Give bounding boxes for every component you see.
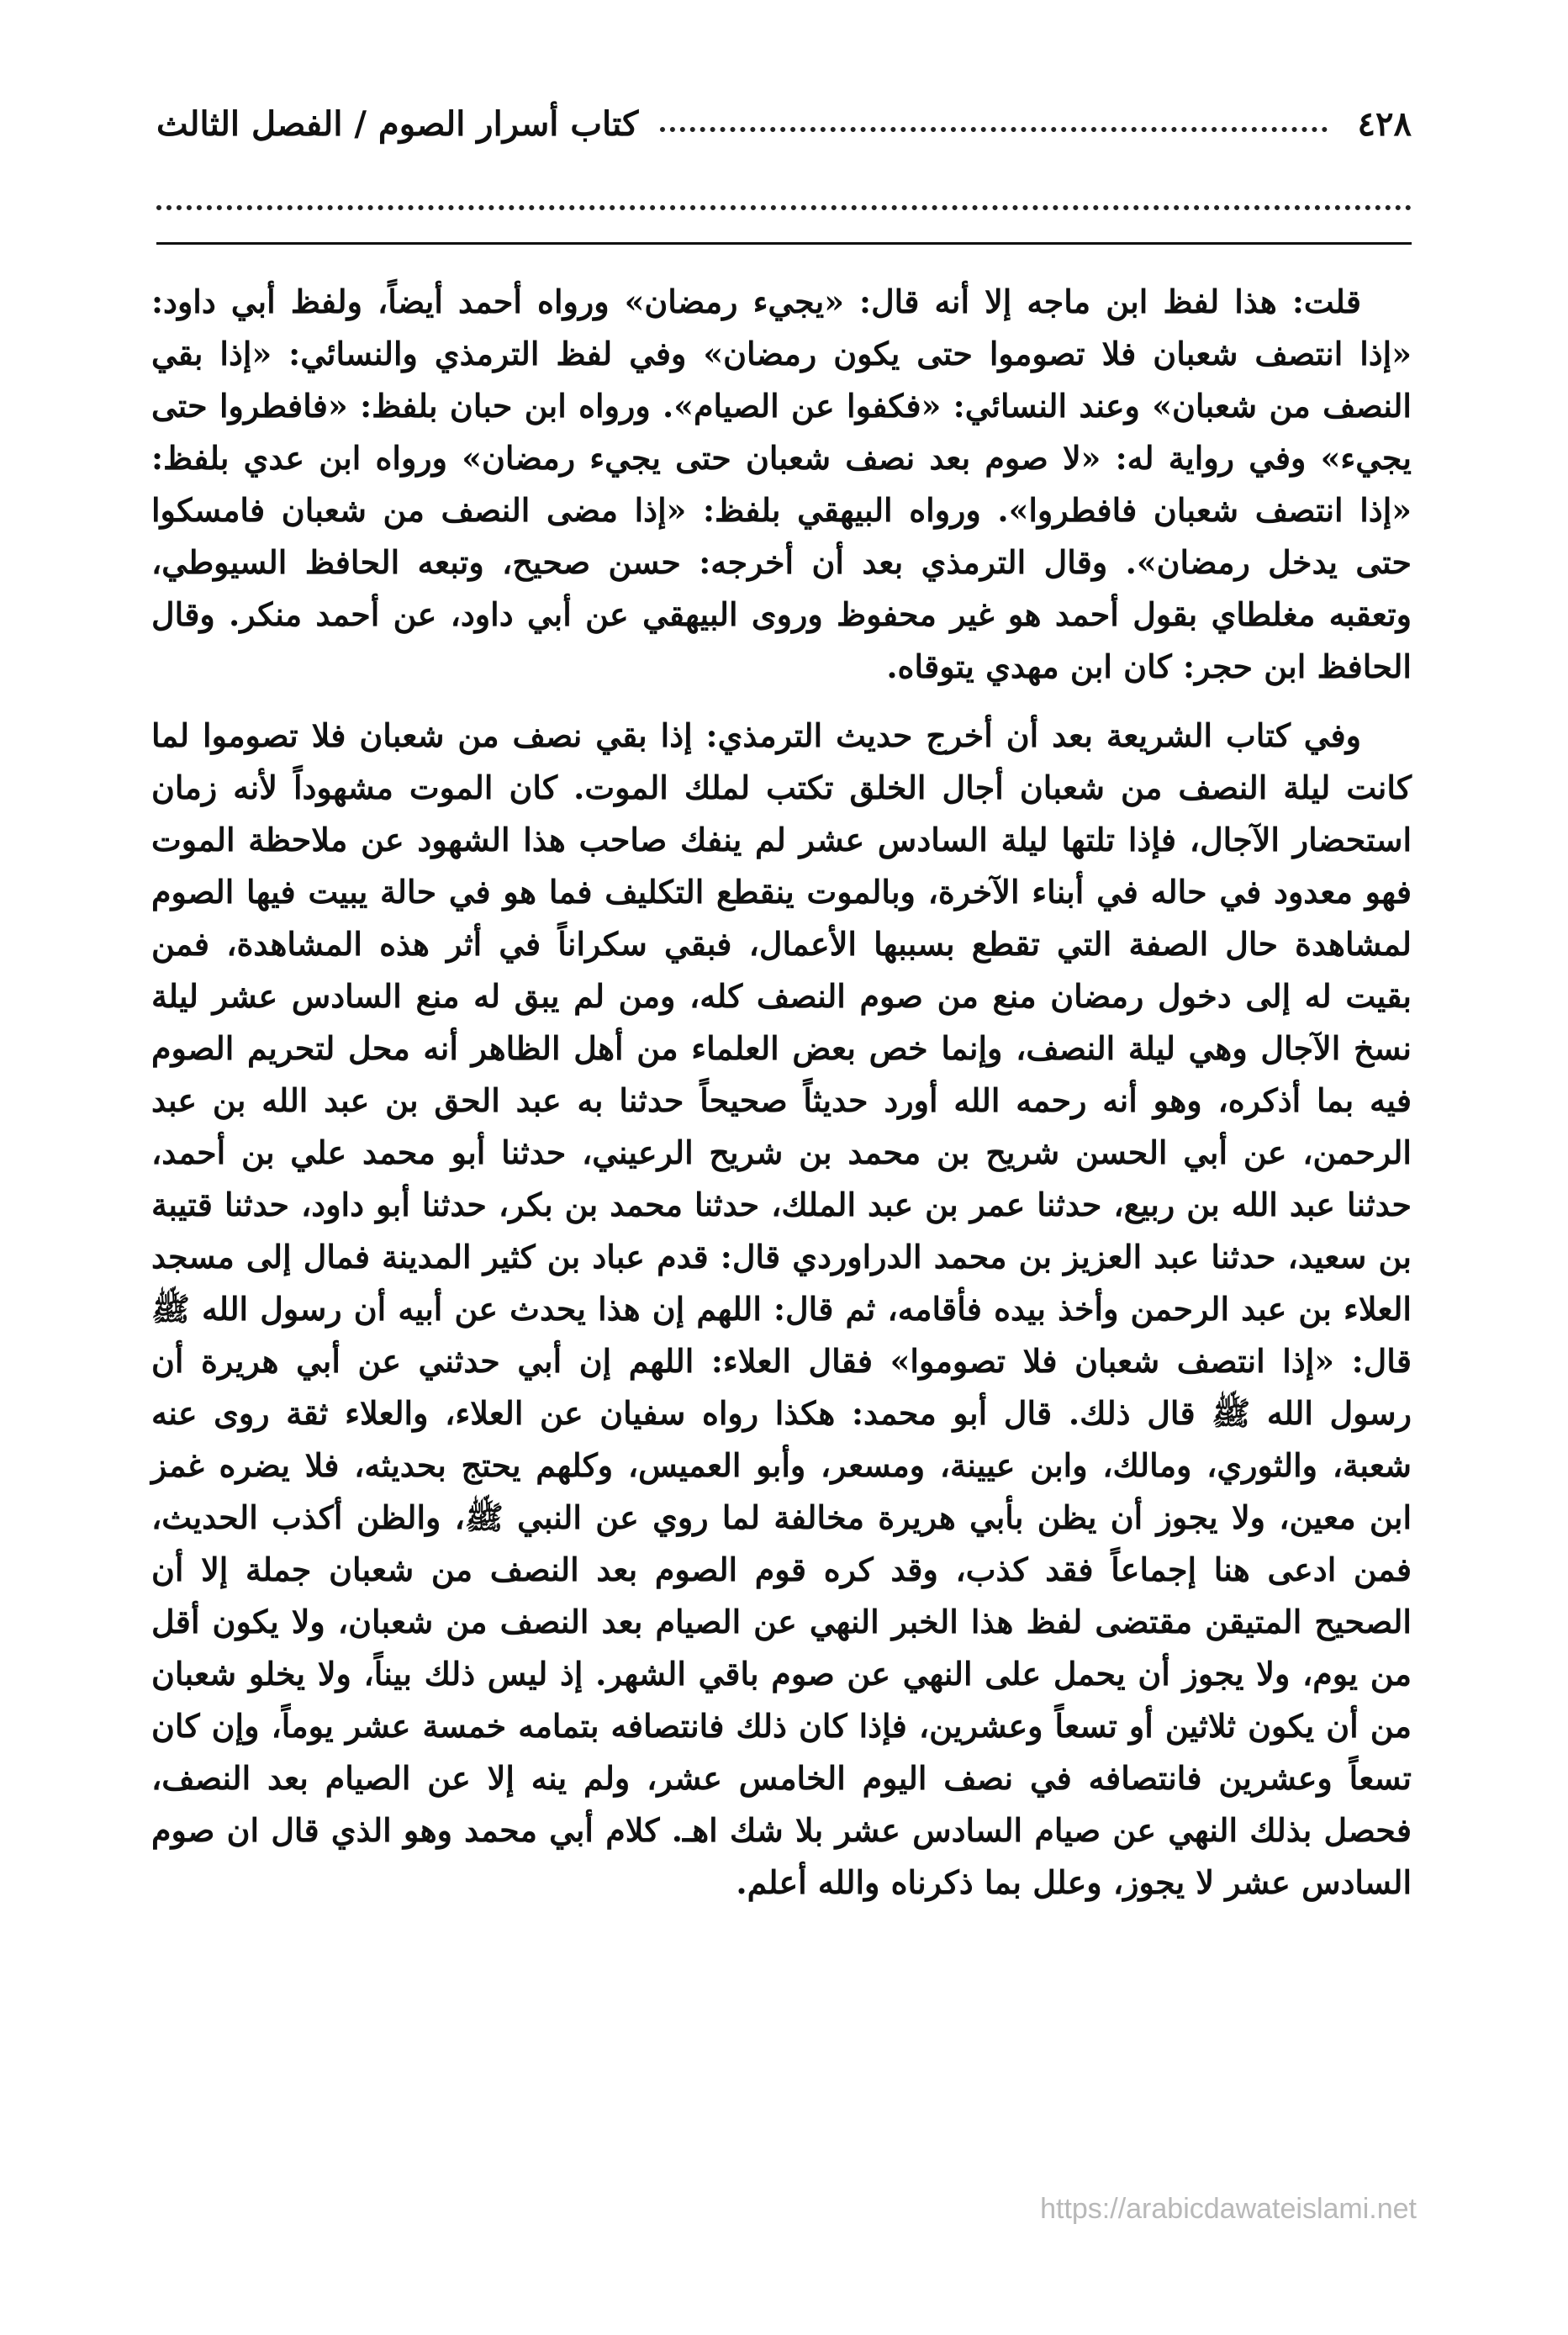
page-header <box>156 94 1412 153</box>
header-dotted-rule <box>156 205 1412 210</box>
running-title: كتاب أسرار الصوم / الفصل الثالث <box>156 103 639 144</box>
page-number: ٤٢٨ <box>1357 103 1412 144</box>
header-dotted-leader <box>660 127 1327 132</box>
header-solid-rule <box>156 242 1412 245</box>
paragraph-1: قلت: هذا لفظ ابن ماجه إلا أنه قال: «يجيء رمضان» ورواه أحمد أيضاً، ولفظ أبي داود: «إذا انتصف شعبان فلا تصوموا حتى يكون رمضان» وفي لفظ الترمذي والنسائي: «إذا بقي النصف من شعبان» وعند النسائي: «فكفوا عن الصيام». ورواه ابن حبان بلفظ: «فافطروا حتى يجيء» وفي رواية له: «لا صوم بعد نصف شعبان حتى يجيء رمضان» ورواه ابن عدي بلفظ: «إذا انتصف شعبان فافطروا». ورواه البيهقي بلفظ: «إذا مضى النصف من شعبان فامسكوا حتى يدخل رمضان». وقال الترمذي بعد أن أخرجه: حسن صحيح، وتبعه الحافظ السيوطي، وتعقبه مغلطاي بقول أحمد هو غير محفوظ وروى البيهقي عن أبي داود، عن أحمد منكر. وقال الحافظ ابن حجر: كان ابن مهدي يتوقاه. <box>151 283 1412 685</box>
watermark-url: https://arabicdawateislami.net <box>1040 2193 1417 2225</box>
main-text <box>151 276 1412 1909</box>
paragraph-2: وفي كتاب الشريعة بعد أن أخرج حديث الترمذي: إذا بقي نصف من شعبان فلا تصوموا لما كانت ليلة النصف من شعبان أجال الخلق تكتب لملك الموت. كان الموت مشهوداً لأنه زمان استحضار الآجال، فإذا تلتها ليلة السادس عشر لم ينفك صاحب هذا الشهود عن ملاحظة الموت فهو معدود في حاله في أبناء الآخرة، وبالموت ينقطع التكليف فما هو في حالة يبيت فيها الصوم لمشاهدة حال الصفة التي تقطع بسببها الأعمال، فبقي سكراناً في أثر هذه المشاهدة، فمن بقيت له إلى دخول رمضان منع من صوم النصف كله، ومن لم يبق له منع السادس عشر ليلة نسخ الآجال وهي ليلة النصف، وإنما خص بعض العلماء من أهل الظاهر أنه محل لتحريم الصوم فيه بما أذكره، وهو أنه رحمه الله أورد حديثاً صحيحاً حدثنا به عبد الحق بن عبد الله بن عبد الرحمن، عن أبي الحسن شريح بن محمد بن شريح الرعيني، حدثنا أبو محمد علي بن أحمد، حدثنا عبد الله بن ربيع، حدثنا عمر بن عبد الملك، حدثنا محمد بن بكر، حدثنا أبو داود، حدثنا قتيبة بن سعيد، حدثنا عبد العزيز بن محمد الدراوردي قال: قدم عباد بن كثير المدينة فمال إلى مسجد العلاء بن عبد الرحمن وأخذ بيده فأقامه، ثم قال: اللهم إن هذا يحدث عن أبيه أن رسول الله ﷺ قال: «إذا انتصف شعبان فلا تصوموا» فقال العلاء: اللهم إن أبي حدثني عن أبي هريرة أن رسول الله ﷺ قال ذلك. قال أبو محمد: هكذا رواه سفيان عن العلاء، والعلاء ثقة روى عنه شعبة، والثوري، ومالك، وابن عيينة، ومسعر، وأبو العميس، وكلهم يحتج بحديثه، فلا يضره غمز ابن معين، ولا يجوز أن يظن بأبي هريرة مخالفة لما روي عن النبي ﷺ، والظن أكذب الحديث، فمن ادعى هنا إجماعاً فقد كذب، وقد كره قوم الصوم بعد النصف من شعبان جملة إلا أن الصحيح المتيقن مقتضى لفظ هذا الخبر النهي عن الصيام بعد النصف من شعبان، ولا يكون أقل من يوم، ولا يجوز أن يحمل على النهي عن صوم باقي الشهر. إذ ليس ذلك بيناً، ولا يخلو شعبان من أن يكون ثلاثين أو تسعاً وعشرين، فإذا كان ذلك فانتصافه بتمامه خمسة عشر يوماً، وإن كان تسعاً وعشرين فانتصافه في نصف اليوم الخامس عشر، ولم ينه إلا عن الصيام بعد النصف، فحصل بذلك النهي عن صيام السادس عشر بلا شك اهـ. كلام أبي محمد وهو الذي قال ان صوم السادس عشر لا يجوز، وعلل بما ذكرناه والله أعلم. <box>151 716 1412 1901</box>
